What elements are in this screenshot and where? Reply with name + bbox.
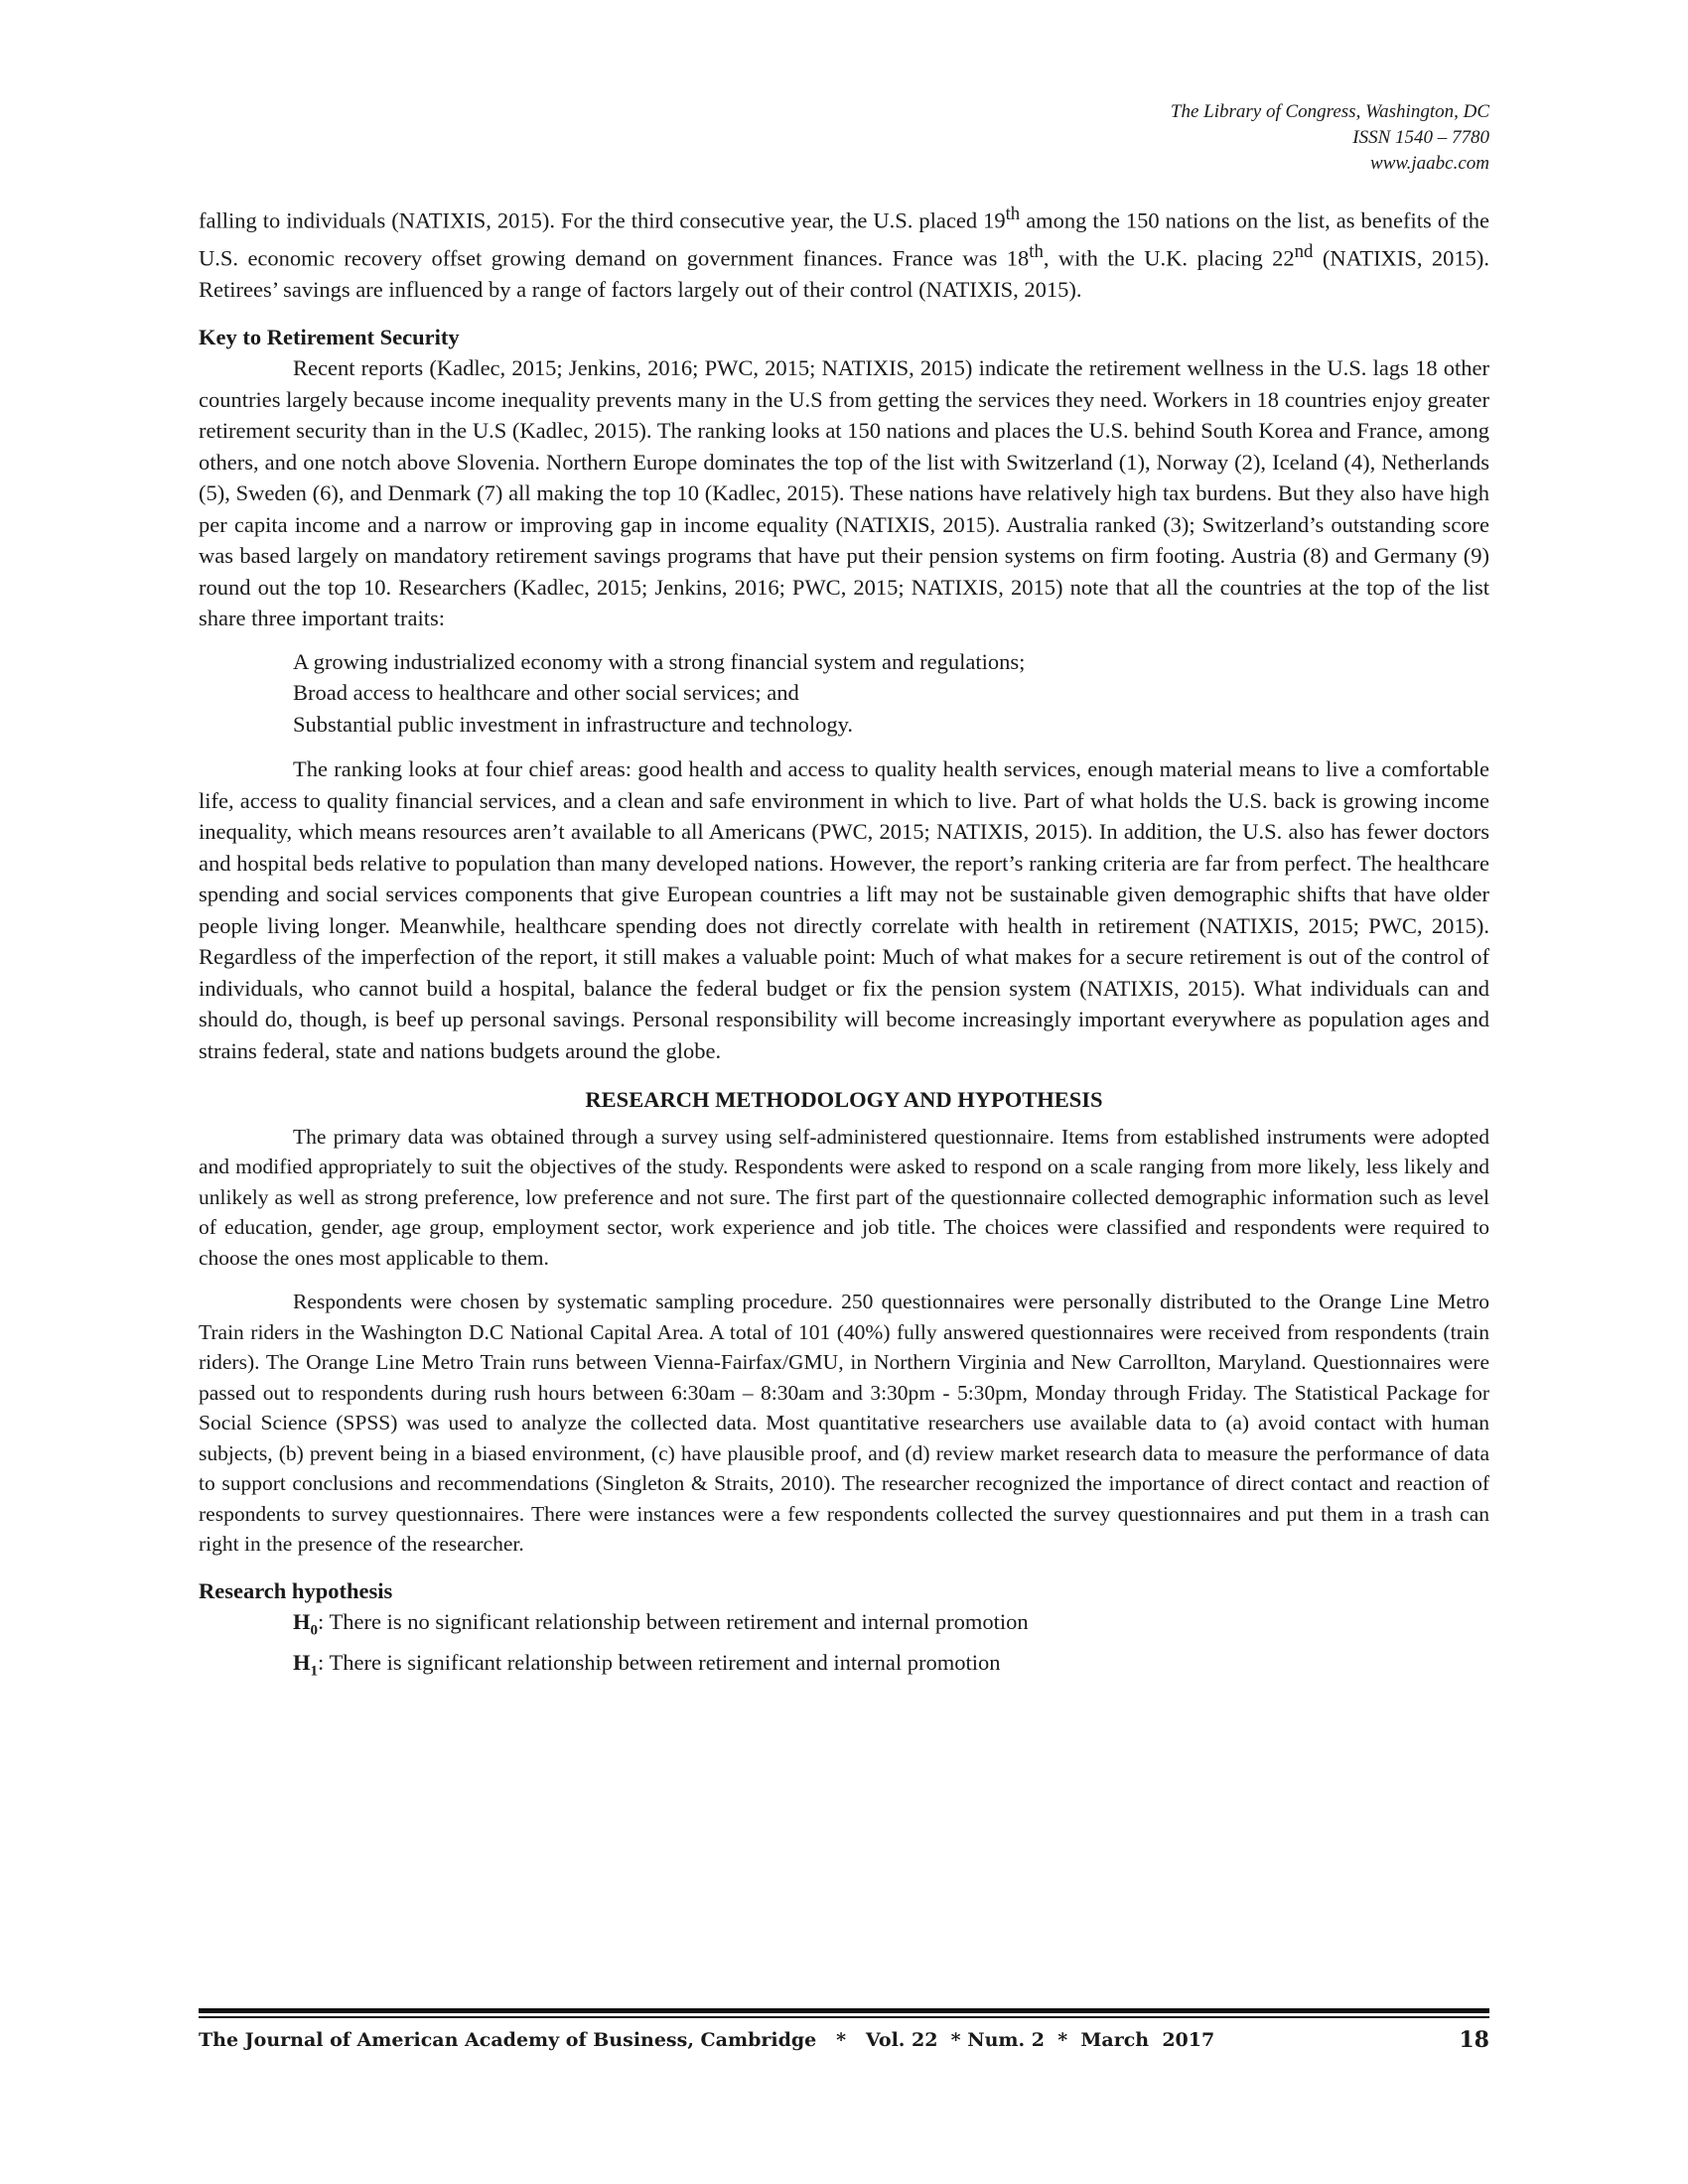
trait-item: Broad access to healthcare and other social services; and xyxy=(293,680,799,705)
intro-text-2: among the 150 nations on the list, as benefits of the U.S. economic recovery offset growing demand on government finances. France was 18 xyxy=(199,207,1489,271)
running-footer xyxy=(199,2023,1489,2059)
intro-text-3: , with the U.K. placing 22 xyxy=(1043,245,1295,271)
section-heading-hypothesis: Research hypothesis xyxy=(199,1577,393,1603)
section-heading-methodology: RESEARCH METHODOLOGY AND HYPOTHESIS xyxy=(585,1087,1103,1112)
footer-rule-thin xyxy=(199,2016,1489,2018)
hypothesis-label: $H_0$ xyxy=(293,1609,319,1639)
trait-item: Substantial public investment in infrastructure and technology. xyxy=(293,711,854,737)
hypothesis-text: : There is no significant relationship between retirement and internal promotion xyxy=(318,1609,1029,1634)
intro-text-1: falling to individuals (NATIXIS, 2015). For the third consecutive year, the U.S. placed 19 xyxy=(199,207,1006,233)
intro-text-4: (NATIXIS, 2015). Retirees’ savings are influenced by a range of factors largely out of their control (NATIXIS, 2015). xyxy=(199,245,1489,302)
hypothesis-h0 xyxy=(199,1606,1489,1647)
header-website: www.jaabc.com xyxy=(1370,153,1489,174)
hypothesis-text: : There is significant relationship between retirement and internal promotion xyxy=(318,1650,1001,1675)
header-issn: ISSN 1540 – 7780 xyxy=(1352,127,1489,148)
section-heading-key-to-retirement: Key to Retirement Security xyxy=(199,324,460,349)
page-number: 18 xyxy=(1459,2027,1489,2053)
running-header xyxy=(1171,99,1489,177)
trait-item: A growing industrialized economy with a strong financial system and regulations; xyxy=(293,648,1026,674)
footer-rule-thick xyxy=(199,2008,1489,2013)
hypothesis-label: $H_1$ xyxy=(293,1650,319,1680)
traits-list xyxy=(199,646,1489,741)
methodology-paragraph-2: Respondents were chosen by systematic sampling procedure. 250 questionnaires were personally distributed to the Orange Line Metro Train riders in the Washington D.C National Capital Area. A total of 101 (40%) fully answered questionnaires were received from respondents (train riders). The Orange Line Metro Train runs between Vienna-Fairfax/GMU, in Northern Virginia and New Carrollton, Maryland. Questionnaires were passed out to respondents during rush hours between 6:30am – 8:30am and 3:30pm - 5:30pm, Monday through Friday. The Statistical Package for Social Science (SPSS) was used to analyze the collected data. Most quantitative researchers use available data to (a) avoid contact with human subjects, (b) prevent being in a biased environment, (c) have plausible proof, and (d) review market research data to measure the performance of data to support conclusions and recommendations (Singleton & Straits, 2010). The researcher recognized the importance of direct contact and reaction of respondents to survey questionnaires. There were instances were a few respondents collected the survey questionnaires and put them in a trash can right in the presence of the researcher. xyxy=(199,1290,1489,1556)
key-paragraph-2: The ranking looks at four chief areas: good health and access to quality health services, enough material means to live a comfortable life, access to quality financial services, and a clean and safe environment in which to live. Part of what holds the U.S. back is growing income inequality, which means resources aren’t available to all Americans (PWC, 2015; NATIXIS, 2015). In addition, the U.S. also has fewer doctors and hospital beds relative to population than many developed nations. However, the report’s ranking criteria are far from perfect. The healthcare spending and social services components that give European countries a lift may not be sustainable given demographic shifts that have older people living longer. Meanwhile, healthcare spending does not directly correlate with health in retirement (NATIXIS, 2015; PWC, 2015). Regardless of the imperfection of the report, it still makes a valuable point: Much of what makes for a secure retirement is out of the control of individuals, who cannot build a hospital, balance the federal budget or fix the pension system (NATIXIS, 2015). What individuals can and should do, though, is beef up personal savings. Personal responsibility will become increasingly important everywhere as population ages and strains federal, state and nations budgets around the globe. xyxy=(199,756,1489,1063)
hypothesis-h1 xyxy=(199,1647,1489,1688)
footer-journal-citation: The Journal of American Academy of Business, Cambridge * Vol. 22 * Num. 2 * March 2017 xyxy=(199,2029,1215,2051)
ordinal-suffix: nd xyxy=(1294,241,1314,262)
methodology-paragraph-1: The primary data was obtained through a survey using self-administered questionnaire. Items from established instruments were adopted and modified appropriately to suit the objectives of the study. Respondents were asked to respond on a scale ranging from more likely, less likely and unlikely as well as strong preference, low preference and not sure. The first part of the questionnaire collected demographic information such as level of education, gender, age group, employment sector, work experience and job title. The choices were classified and respondents were required to choose the ones most applicable to them. xyxy=(199,1124,1489,1270)
key-paragraph-1: Recent reports (Kadlec, 2015; Jenkins, 2016; PWC, 2015; NATIXIS, 2015) indicate the retirement wellness in the U.S. lags 18 other countries largely because income inequality prevents many in the U.S from getting the services they need. Workers in 18 countries enjoy greater retirement security than in the U.S (Kadlec, 2015). The ranking looks at 150 nations and places the U.S. behind South Korea and France, among others, and one notch above Slovenia. Northern Europe dominates the top of the list with Switzerland (1), Norway (2), Iceland (4), Netherlands (5), Sweden (6), and Denmark (7) all making the top 10 (Kadlec, 2015). These nations have relatively high tax burdens. But they also have high per capita income and a narrow or improving gap in income equality (NATIXIS, 2015). Australia ranked (3); Switzerland’s outstanding score was based largely on mandatory retirement savings programs that have put their pension systems on firm footing. Austria (8) and Germany (9) round out the top 10. Researchers (Kadlec, 2015; Jenkins, 2016; PWC, 2015; NATIXIS, 2015) note that all the countries at the top of the list share three important traits: xyxy=(199,355,1489,630)
intro-paragraph xyxy=(199,199,1489,306)
header-publisher: The Library of Congress, Washington, DC xyxy=(1170,101,1489,122)
ordinal-suffix: th xyxy=(1005,204,1021,224)
article-body xyxy=(199,199,1489,1688)
ordinal-suffix: th xyxy=(1029,241,1044,262)
